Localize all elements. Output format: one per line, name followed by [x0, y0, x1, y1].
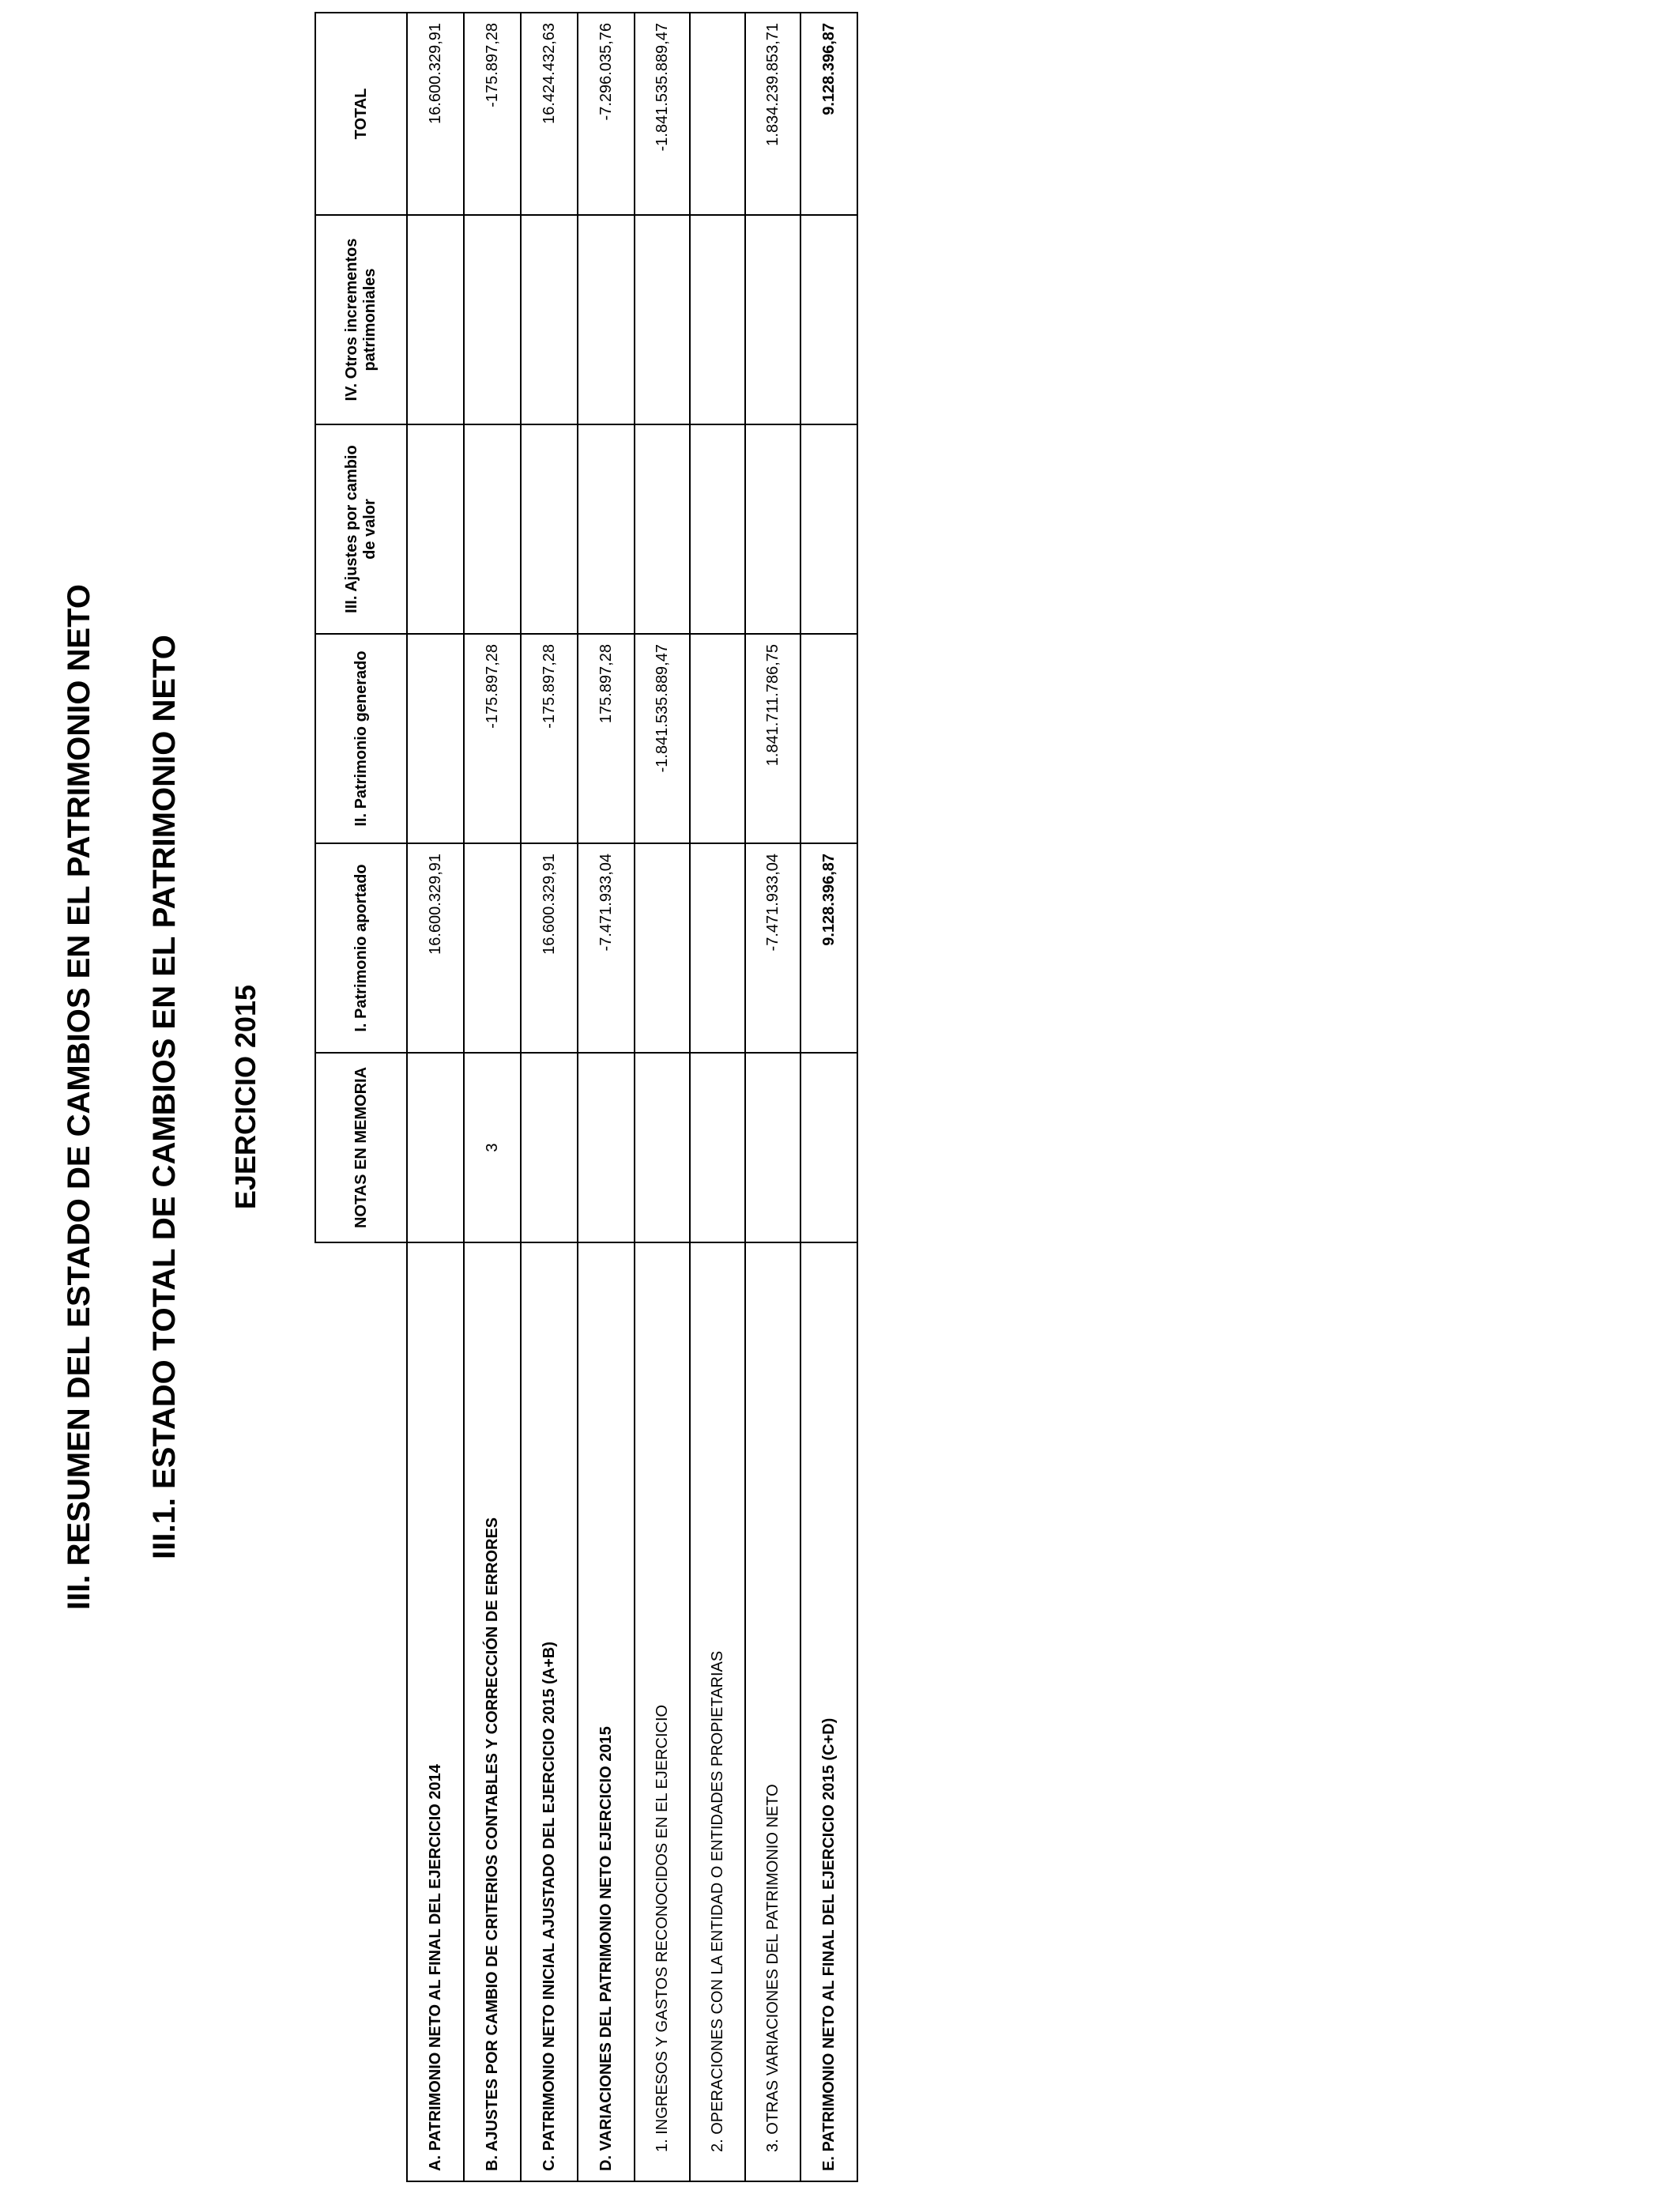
- table-row: [800, 13, 857, 2181]
- table-row: [521, 13, 578, 2181]
- row-concept: 1. INGRESOS Y GASTOS RECONOCIDOS EN EL EJERCICIO: [635, 1242, 690, 2181]
- row-concept: 3. OTRAS VARIACIONES DEL PATRIMONIO NETO: [745, 1242, 800, 2181]
- cell-notas: [521, 1053, 578, 1242]
- cell-notas: [800, 1053, 857, 1242]
- cell-ajustes: [745, 424, 800, 634]
- table-header-row: [315, 13, 407, 2181]
- cell-notas: [690, 1053, 745, 1242]
- cell-aportado: 16.600.329,91: [407, 843, 464, 1053]
- header-total: TOTAL: [315, 13, 407, 215]
- cell-otros: [464, 215, 521, 424]
- row-concept: B. AJUSTES POR CAMBIO DE CRITERIOS CONTABLES Y CORRECCIÓN DE ERRORES: [464, 1242, 521, 2181]
- row-concept: D. VARIACIONES DEL PATRIMONIO NETO EJERCICIO 2015: [578, 1242, 635, 2181]
- document-subtitle: III.1. ESTADO TOTAL DE CAMBIOS EN EL PATRIMONIO NETO: [147, 635, 182, 1559]
- cell-total: 1.834.239.853,71: [745, 13, 800, 215]
- header-notas: NOTAS EN MEMORIA: [315, 1053, 407, 1242]
- table-row: [407, 13, 464, 2181]
- header-patrimonio-generado: II. Patrimonio generado: [315, 634, 407, 843]
- cell-total: 9.128.396,87: [800, 13, 857, 215]
- cell-total: 16.424.432,63: [521, 13, 578, 215]
- patrimonio-neto-table: [315, 12, 858, 2182]
- cell-total: -7.296.035,76: [578, 13, 635, 215]
- cell-generado: -175.897,28: [464, 634, 521, 843]
- fiscal-year-heading: EJERCICIO 2015: [229, 984, 262, 1210]
- cell-aportado: 9.128.396,87: [800, 843, 857, 1053]
- cell-ajustes: [800, 424, 857, 634]
- cell-ajustes: [464, 424, 521, 634]
- row-concept: 2. OPERACIONES CON LA ENTIDAD O ENTIDADES PROPIETARIAS: [690, 1242, 745, 2181]
- cell-otros: [521, 215, 578, 424]
- document-title: III. RESUMEN DEL ESTADO DE CAMBIOS EN EL PATRIMONIO NETO: [62, 584, 96, 1610]
- cell-aportado: -7.471.933,04: [578, 843, 635, 1053]
- table-row: [635, 13, 690, 2181]
- cell-notas: [578, 1053, 635, 1242]
- cell-ajustes: [635, 424, 690, 634]
- row-concept: E. PATRIMONIO NETO AL FINAL DEL EJERCICIO 2015 (C+D): [800, 1242, 857, 2181]
- cell-aportado: [635, 843, 690, 1053]
- cell-total: -1.841.535.889,47: [635, 13, 690, 215]
- cell-aportado: [464, 843, 521, 1053]
- cell-generado: [800, 634, 857, 843]
- table-row: [578, 13, 635, 2181]
- table-row: [690, 13, 745, 2181]
- cell-generado: 175.897,28: [578, 634, 635, 843]
- cell-total: 16.600.329,91: [407, 13, 464, 215]
- row-concept: A. PATRIMONIO NETO AL FINAL DEL EJERCICIO 2014: [407, 1242, 464, 2181]
- cell-aportado: [690, 843, 745, 1053]
- cell-ajustes: [578, 424, 635, 634]
- cell-otros: [635, 215, 690, 424]
- cell-total: -175.897,28: [464, 13, 521, 215]
- cell-otros: [407, 215, 464, 424]
- cell-otros: [800, 215, 857, 424]
- cell-notas: [635, 1053, 690, 1242]
- cell-generado: 1.841.711.786,75: [745, 634, 800, 843]
- cell-notas: [407, 1053, 464, 1242]
- cell-generado: [690, 634, 745, 843]
- row-concept: C. PATRIMONIO NETO INICIAL AJUSTADO DEL EJERCICIO 2015 (A+B): [521, 1242, 578, 2181]
- cell-generado: [407, 634, 464, 843]
- header-otros-incrementos: IV. Otros incrementos patrimoniales: [315, 215, 407, 424]
- cell-otros: [745, 215, 800, 424]
- table-row: [464, 13, 521, 2181]
- header-ajustes-cambio-valor: III. Ajustes por cambio de valor: [315, 424, 407, 634]
- cell-ajustes: [690, 424, 745, 634]
- cell-ajustes: [407, 424, 464, 634]
- table-row: [745, 13, 800, 2181]
- cell-total: [690, 13, 745, 215]
- cell-otros: [690, 215, 745, 424]
- cell-generado: -175.897,28: [521, 634, 578, 843]
- cell-notas: [745, 1053, 800, 1242]
- header-blank-cell: [315, 1242, 407, 2181]
- cell-aportado: 16.600.329,91: [521, 843, 578, 1053]
- header-patrimonio-aportado: I. Patrimonio aportado: [315, 843, 407, 1053]
- cell-otros: [578, 215, 635, 424]
- cell-generado: -1.841.535.889,47: [635, 634, 690, 843]
- cell-aportado: -7.471.933,04: [745, 843, 800, 1053]
- cell-ajustes: [521, 424, 578, 634]
- cell-notas: 3: [464, 1053, 521, 1242]
